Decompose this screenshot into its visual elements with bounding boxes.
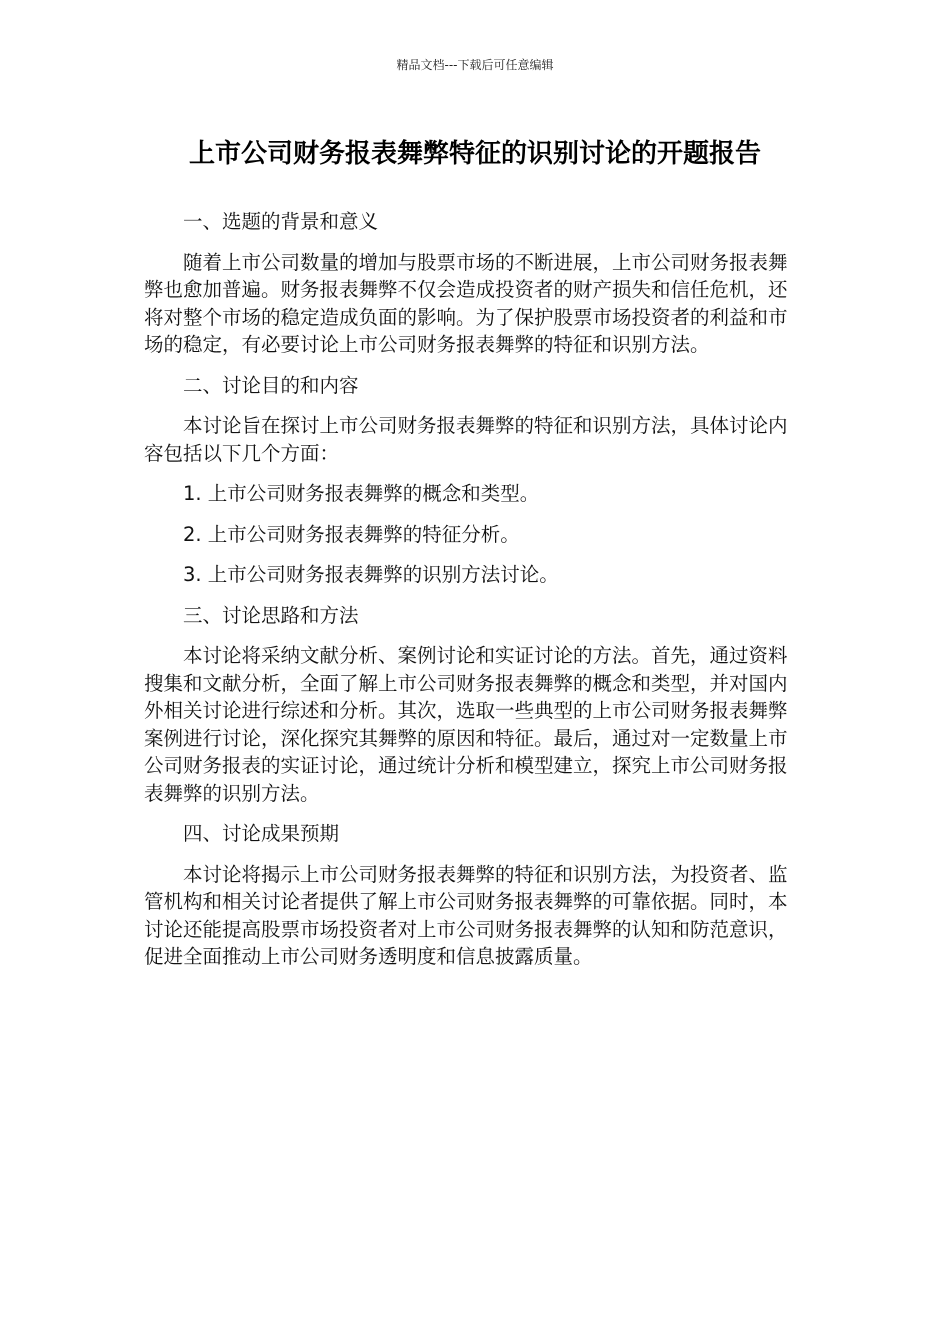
list-item: 1. 上市公司财务报表舞弊的概念和类型。 xyxy=(183,482,540,505)
document-body xyxy=(144,208,804,984)
document-title: 上市公司财务报表舞弊特征的识别讨论的开题报告 xyxy=(188,139,761,169)
paragraph-purpose: 本讨论旨在探讨上市公司财务报表舞弊的特征和识别方法，具体讨论内容包括以下几个方面： xyxy=(144,414,788,465)
paragraph-outcomes: 本讨论将揭示上市公司财务报表舞弊的特征和识别方法，为投资者、监管机构和相关讨论者提供了解上市公司财务报表舞弊的可靠依据。同时，本讨论还能提高股票市场投资者对上市公司财务报表舞弊的认知和防范意识，促进全面推动上市公司财务透明度和信息披露质量。 xyxy=(144,862,788,968)
section-heading-outcomes: 四、讨论成果预期 xyxy=(183,822,340,845)
paragraph-background: 随着上市公司数量的增加与股票市场的不断进展，上市公司财务报表舞弊也愈加普遍。财务报表舞弊不仅会造成投资者的财产损失和信任危机，还将对整个市场的稳定造成负面的影响。为了保护股票市场投资者的利益和市场的稳定，有必要讨论上市公司财务报表舞弊的特征和识别方法。 xyxy=(144,250,788,356)
list-item: 3. 上市公司财务报表舞弊的识别方法讨论。 xyxy=(183,563,559,586)
section-heading-background: 一、选题的背景和意义 xyxy=(183,210,379,233)
list-item: 2. 上市公司财务报表舞弊的特征分析。 xyxy=(183,522,520,546)
section-heading-method: 三、讨论思路和方法 xyxy=(183,603,359,627)
paragraph-method: 本讨论将采纳文献分析、案例讨论和实证讨论的方法。首先，通过资料搜集和文献分析，全面了解上市公司财务报表舞弊的概念和类型，并对国内外相关讨论进行综述和分析。其次，选取一些典型的上市公司财务报表舞弊案例进行讨论，深化探究其舞弊的原因和特征。最后，通过对一定数量上市公司财务报表的实证讨论，通过统计分析和模型建立，探究上市公司财务报表舞弊的识别方法。 xyxy=(144,644,788,805)
section-heading-purpose: 二、讨论目的和内容 xyxy=(183,373,359,397)
header-note: 精品文档---下载后可任意编辑 xyxy=(396,58,554,72)
